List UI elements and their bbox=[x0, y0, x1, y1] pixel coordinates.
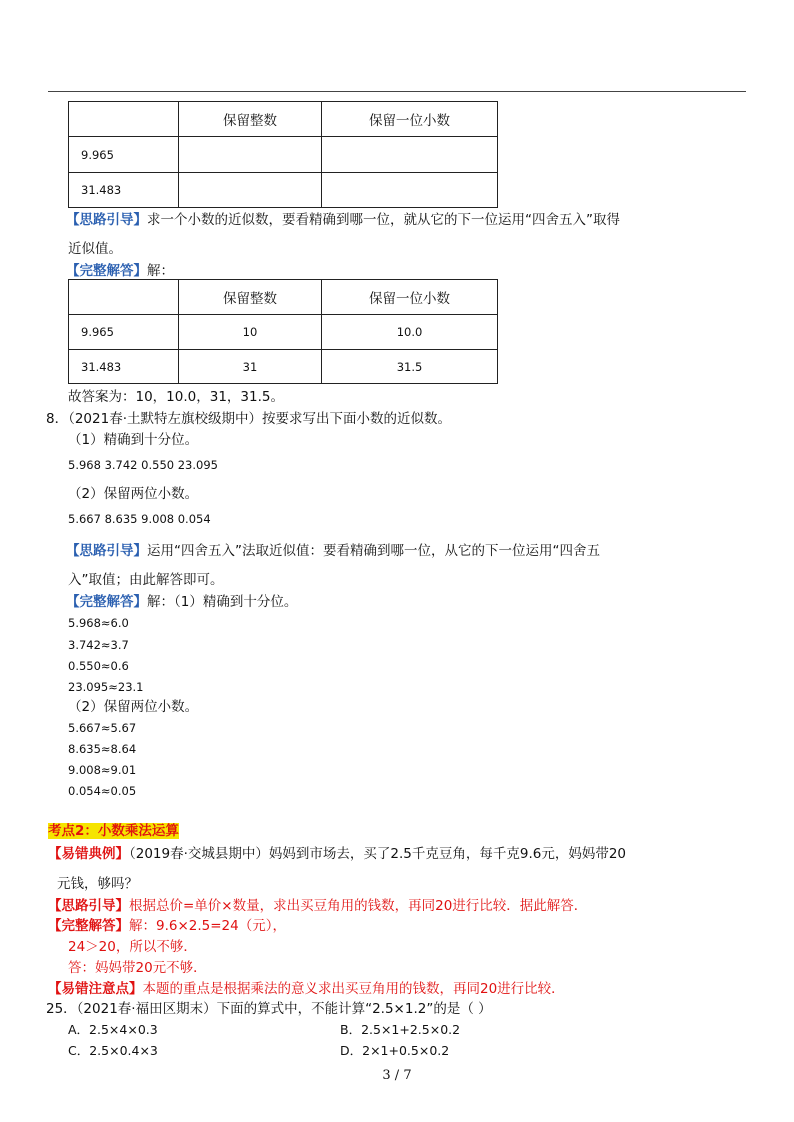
number-list: 5.667 8.635 9.008 0.054 bbox=[68, 512, 211, 526]
note-line bbox=[48, 980, 565, 998]
answer-label: 【完整解答】 bbox=[66, 263, 147, 279]
answer-label: 【完整解答】 bbox=[48, 918, 129, 934]
table-header-cell: 保留整数 bbox=[179, 102, 322, 137]
hint-text: 运用“四舍五入”法取近似值：要看精确到哪一位，从它的下一位运用“四舍五 bbox=[147, 543, 600, 559]
hint-text-continued: 入”取值；由此解答即可。 bbox=[68, 572, 224, 588]
table-cell bbox=[179, 173, 322, 208]
hint-label: 【思路引导】 bbox=[66, 212, 147, 228]
option-d: D．2×1+0.5×0.2 bbox=[340, 1043, 450, 1058]
number-list: 5.968 3.742 0.550 23.095 bbox=[68, 458, 218, 472]
question-title: 8．（2021春·土默特左旗校级期中）按要求写出下面小数的近似数。 bbox=[46, 411, 451, 427]
result-line: 8.635≈8.64 bbox=[68, 742, 137, 756]
question-part: （1）精确到十分位。 bbox=[68, 432, 199, 448]
result-line: 5.667≈5.67 bbox=[68, 721, 137, 735]
answer-text: 解： bbox=[147, 263, 174, 279]
table-cell bbox=[322, 137, 498, 173]
result-line: 0.550≈0.6 bbox=[68, 659, 129, 673]
table-header-cell bbox=[69, 102, 179, 137]
example-label: 【易错典例】 bbox=[48, 846, 129, 862]
example-line bbox=[48, 845, 626, 863]
answer-label: 【完整解答】 bbox=[66, 594, 147, 610]
hint-line bbox=[48, 897, 587, 915]
hint-label: 【思路引导】 bbox=[66, 543, 147, 559]
hint-text: 求一个小数的近似数，要看精确到哪一位，就从它的下一位运用“四舍五入”取得 bbox=[147, 212, 620, 228]
result-line: 5.968≈6.0 bbox=[68, 616, 129, 630]
table-cell: 9.965 bbox=[69, 137, 179, 173]
page-number: 3 / 7 bbox=[382, 1068, 412, 1083]
table-cell: 10.0 bbox=[322, 315, 498, 350]
table-header-cell: 保留一位小数 bbox=[322, 280, 498, 315]
result-line: 23.095≈23.1 bbox=[68, 680, 144, 694]
answer-line bbox=[48, 917, 286, 935]
answer-text-line: 答：妈妈带20元不够． bbox=[68, 960, 207, 976]
answer-text-line: 24＞20，所以不够． bbox=[68, 939, 197, 955]
table-cell: 10 bbox=[179, 315, 322, 350]
option-a: A．2.5×4×0.3 bbox=[68, 1022, 158, 1037]
table-cell bbox=[179, 137, 322, 173]
table-cell: 31 bbox=[179, 350, 322, 384]
answer-table bbox=[68, 279, 498, 384]
section-title-text: 考点2：小数乘法运算 bbox=[48, 823, 179, 839]
table-header-cell bbox=[69, 280, 179, 315]
option-c: C．2.5×0.4×3 bbox=[68, 1043, 158, 1058]
answer-line bbox=[66, 262, 174, 280]
hint-line bbox=[66, 542, 600, 560]
table-cell: 31.5 bbox=[322, 350, 498, 384]
table-header-cell: 保留整数 bbox=[179, 280, 322, 315]
result-line: 3.742≈3.7 bbox=[68, 638, 129, 652]
answer-text: 解：9.6×2.5=24（元）， bbox=[129, 918, 286, 934]
table-header-cell: 保留一位小数 bbox=[322, 102, 498, 137]
table-cell: 31.483 bbox=[69, 173, 179, 208]
table-cell bbox=[322, 173, 498, 208]
note-text: 本题的重点是根据乘法的意义求出买豆角用的钱数，再同20进行比较． bbox=[142, 981, 565, 997]
question-title: 25．（2021春·福田区期末）下面的算式中，不能计算“2.5×1.2”的是（ ） bbox=[46, 1001, 492, 1017]
answer-text: 解：（1）精确到十分位。 bbox=[147, 594, 298, 610]
example-text-continued: 元钱，够吗？ bbox=[57, 876, 138, 892]
hint-line bbox=[66, 211, 620, 229]
result-line: 0.054≈0.05 bbox=[68, 784, 137, 798]
table-cell: 9.965 bbox=[69, 315, 179, 350]
hint-label: 【思路引导】 bbox=[48, 898, 129, 914]
result-line: 9.008≈9.01 bbox=[68, 763, 137, 777]
table-cell: 31.483 bbox=[69, 350, 179, 384]
note-label: 【易错注意点】 bbox=[48, 981, 143, 997]
header-rule bbox=[48, 91, 746, 92]
question-table bbox=[68, 101, 498, 208]
final-answer: 故答案为：10，10.0，31，31.5。 bbox=[68, 389, 284, 405]
section-title bbox=[48, 822, 179, 840]
answer-part: （2）保留两位小数。 bbox=[68, 699, 199, 715]
hint-text-continued: 近似值。 bbox=[68, 241, 122, 257]
question-part: （2）保留两位小数。 bbox=[68, 486, 199, 502]
answer-line bbox=[66, 593, 297, 611]
option-b: B．2.5×1+2.5×0.2 bbox=[340, 1022, 461, 1037]
hint-text: 根据总价=单价×数量，求出买豆角用的钱数，再同20进行比较．据此解答． bbox=[129, 898, 588, 914]
example-text: （2019春·交城县期中）妈妈到市场去，买了2.5千克豆角，每千克9.6元，妈妈带20 bbox=[129, 846, 627, 862]
